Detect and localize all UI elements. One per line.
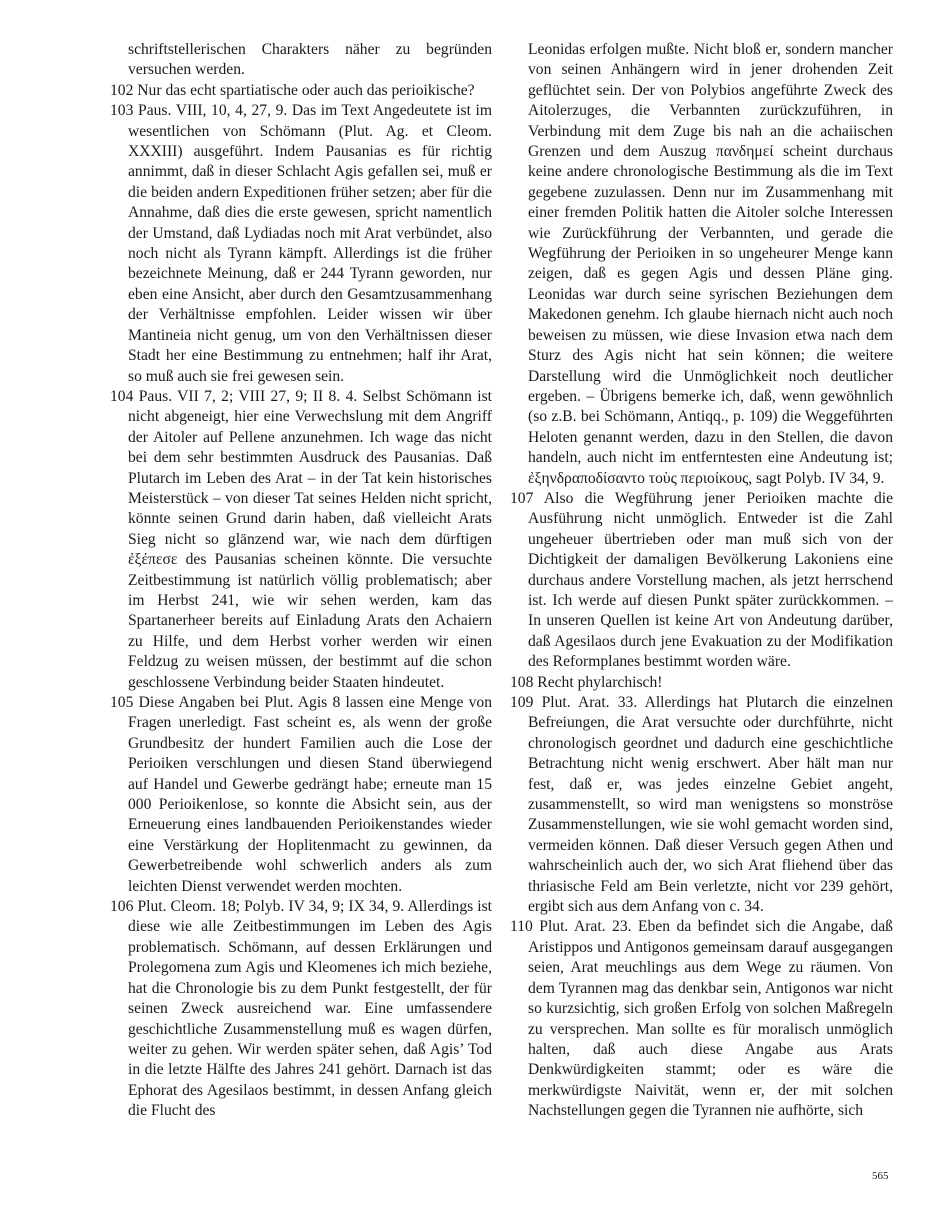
left-column (110, 40, 492, 1122)
note-number: 105 (110, 694, 134, 711)
note-text: Paus. VII 7, 2; VIII 27, 9; II 8. 4. Selbst Schömann ist nicht abgeneigt, hier eine Verwechslung mit dem Angriff der Aitoler auf Pellene anzunehmen. Ich wage das nicht bei dem sehr bestimmten Ausdruck des Pausanias. Daß Plutarch im Leben des Arat – in der Tat kein historisches Meisterstück – von dieser Tat seines Helden nicht spricht, könnte seinen Grund darin haben, daß vielleicht Arats Sieg nicht so glänzend war, wie nach dem dürftigen ἐξέπεσε des Pausanias scheinen könnte. Die versuchte Zeitbestimmung ist natürlich völlig problematisch; aber im Herbst 241, wie wir sehen werden, kam das Spartanerheer bereits auf Einladung Arats den Achaiern zu Hilfe, und dem Herbst vorher werden wir einen Feldzug zu weisen müssen, der bestimmt auf die schon geschlossene Verbindung beider Staaten hindeutet. (128, 387, 492, 691)
continuation-text: Leonidas erfolgen mußte. Nicht bloß er, sondern mancher von seinen Anhängern wird in jener drohenden Zeit geflüchtet sein. Der von Polybios angeführte Zweck des Aitolerzuges, die Verbannten zurückzuführen, in Verbindung mit dem Zuge bis nah an die achaiischen Grenzen und dem Auszug πανδημεί scheint durchaus keine andere chronologische Bestimmung als die im Text gegebene zuzulassen. Denn nur im Zusammenhang mit einer fremden Politik hatten die Aitoler solche Interessen wie Zurückführung der Verbannten, und gerade die Wegführung der Perioiken in so ungeheurer Menge kann zeigen, daß es gegen Agis und dessen Pläne ging. Leonidas war durch seine syrischen Beziehungen dem Makedonen genehm. Ich glaube hiernach nicht auch noch beweisen zu müssen, wie diese Invasion etwa nach dem Sturz des Agis nicht hat sein können; die weitere Darstellung wird die Unmöglichkeit noch deutlicher ergeben. – Übrigens bemerke ich, daß, wenn gewöhnlich (so z.B. bei Schömann, Antiqq., p. 109) die Weggeführten Heloten genannt werden, dazu in den Stellen, die davon handeln, auch nicht im entferntesten eine Andeutung ist; ἐξηνδραποδίσαντο τοὺς περιοίκους, sagt Polyb. IV 34, 9. (528, 41, 893, 487)
note-text: Recht phylarchisch! (537, 673, 663, 691)
note-text: Also die Wegführung jener Perioiken machte die Ausführung nicht unmöglich. Entweder ist die Zahl ungeheuer übertrieben oder man muß sich von der Dichtigkeit der damaligen Bevölkerung Lakoniens eine durchaus andere Vorstellung machen, als jetzt herrschend ist. Ich werde auf diesen Punkt später zurückkommen. – In unseren Quellen ist keine Art von Andeutung darüber, daß Agesilaos durch jene Evakuation zu der Modifikation des Reformplanes bestimmt worden wäre. (528, 489, 893, 671)
endnote-103 (110, 101, 492, 387)
endnote-110 (510, 917, 893, 1121)
endnote-108 (510, 673, 893, 693)
note-text: Nur das echt spartiatische oder auch das perioikische? (137, 81, 475, 99)
endnote-109 (510, 693, 893, 917)
endnote-106 (110, 897, 492, 1121)
note-text: Plut. Arat. 33. Allerdings hat Plutarch die einzelnen Befreiungen, die Arat versuchte oder durchführte, nicht chronologisch geordnet und dadurch eine geschichtliche Betrachtung nicht wenig erschwert. Aber hält man nur fest, daß er, was jedes einzelne Gebiet angeht, zusammenstellt, so wird man wenigstens so monströse Zusammenstellungen, wie sie wohl gemacht worden sind, vermeiden können. Daß dieser Versuch gegen Athen und wahrscheinlich auch der, wo sich Arat fliehend über das thriasische Feld am Bein verletzte, nicht vor 239 gehört, ergibt sich aus dem Anfang von c. 34. (528, 694, 893, 916)
note-number: 103 (110, 102, 134, 120)
note-text: Plut. Cleom. 18; Polyb. IV 34, 9; IX 34, 9. Allerdings ist diese wie alle Zeitbestimmungen im Leben des Agis problematisch. Schömann, auf dessen Erklärungen und Prolegomena zum Agis und Kleomenes ich mich beziehe, hat die Chronologie bis zu dem Punkt festgestellt, der für seinen Zweck ausreichend war. Eine umfassendere geschichtliche Zusammenstellung muß es wagen dürfen, weiter zu gehen. Wir werden später sehen, daß Agis’ Tod in die letzte Hälfte des Jahres 241 gehört. Darnach ist das Ephorat des Agesilaos bestimmt, in dessen Anfang gleich die Flucht des (128, 898, 492, 1120)
note-number: 109 (510, 694, 534, 711)
note-text: Plut. Arat. 23. Eben da befindet sich die Angabe, daß Aristippos und Antigonos gemeinsam darauf ausgegangen seien, Arat meuchlings aus dem Wege zu räumen. Von dem Tyrannen mag das denkbar sein, Antigonos war nicht so kurzsichtig, sich großen Erfolg von solchen Maßregeln zu versprechen. Man sollte es für moralisch unmöglich halten, daß auch diese Angabe aus Arats Denkwürdigkeiten stammt; oder es wäre die merkwürdigste Naivität, wenn er, der mit solchen Nachstellungen gegen die Tyrannen nie aufhörte, sich (528, 918, 893, 1120)
note-number: 104 (110, 387, 134, 405)
note-number: 110 (510, 918, 533, 936)
note-text: Paus. VIII, 10, 4, 27, 9. Das im Text Angedeutete ist im wesentlichen von Schömann (Plut. Ag. et Cleom. XXXIII) ausgeführt. Indem Pausanias es für richtig annimmt, daß in dieser Schlacht Agis gefallen sei, muß er die beiden andern Expeditionen früher setzen; aber für die Annahme, daß dies die erste gewesen, spricht namentlich der Umstand, daß Lydiadas noch mit Arat verbündet, also noch nicht als Tyrann kämpft. Allerdings ist die früher bezeichnete Meinung, daß er 244 Tyrann geworden, nur eben eine Ansicht, aber durch den Gesamtzusammenhang der Verhältnisse empfohlen. Leider wissen wir über Mantineia nicht genug, um von den Verhältnissen dieser Stadt her eine Bestimmung zu entnehmen; half ihr Arat, so muß auch sie frei gewesen sein. (128, 102, 493, 385)
page-number: 565 (872, 1170, 889, 1182)
note-number: 108 (510, 673, 534, 691)
note-number: 107 (510, 489, 534, 507)
endnote-104 (110, 387, 492, 693)
continuation-text: schriftstellerischen Charakters näher zu begründen versuchen werden. (128, 41, 492, 79)
endnote-105 (110, 693, 492, 897)
endnote-102 (110, 81, 492, 101)
right-column (510, 40, 893, 1122)
endnote-107 (510, 489, 893, 673)
note-text: Diese Angaben bei Plut. Agis 8 lassen eine Menge von Fragen unerledigt. Fast scheint es, als wenn der große Grundbesitz der hundert Familien auch die Lose der Perioiken verschlungen und diesen Stand überwiegend auf Handel und Gewerbe gedrängt habe; erneute man 15 000 Perioikenlose, so konnte die Absicht sein, aus der Erneuerung eines landbauenden Perioikenstandes wieder eine Verstärkung der Hoplitenmacht zu gewinnen, da Gewerbetreibende wohl schwerlich anders als zum leichten Dienst verwendet werden mochten. (128, 694, 492, 895)
note-number: 102 (110, 81, 134, 99)
note-number: 106 (110, 898, 134, 916)
